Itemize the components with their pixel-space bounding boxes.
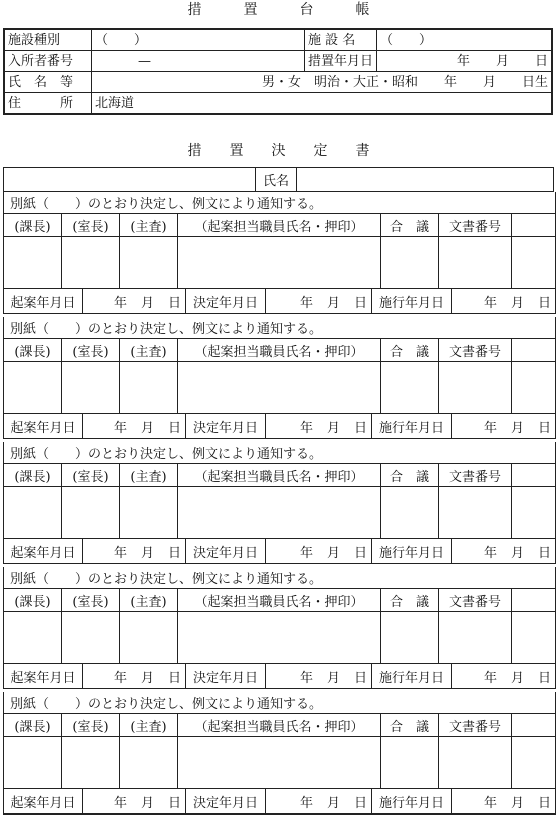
draft-date-value: [83, 289, 186, 313]
date-unit: 年: [113, 420, 127, 436]
dates-row: [4, 289, 555, 314]
blank-header: [512, 589, 555, 612]
draft-date-label: 起案年月日: [4, 289, 83, 313]
draft-date-value: [83, 664, 186, 688]
notice-line: [4, 692, 555, 714]
facility-type-label: 施設種別: [4, 29, 92, 51]
kacho-header: (課長): [4, 214, 62, 237]
shusa-header: (主査): [120, 339, 178, 362]
enforce-date-label: 施行年月日: [372, 789, 452, 813]
enforce-date-value: [452, 539, 555, 563]
date-unit: 日: [353, 420, 367, 436]
dates-row: [4, 664, 555, 689]
date-unit: 日: [353, 795, 367, 811]
decide-date-value: [266, 539, 372, 563]
kacho-seal-box: [4, 362, 62, 414]
date-unit: 年: [483, 545, 497, 561]
date-unit: 日: [167, 670, 181, 686]
notice-line: [4, 317, 555, 339]
decide-date-label: 決定年月日: [186, 789, 266, 813]
drafter-header: （起案担当職員氏名・押印）: [178, 339, 381, 362]
doc-no-box: [439, 487, 512, 539]
decide-date-value: [266, 664, 372, 688]
blank-header: [512, 339, 555, 362]
enforce-date-label: 施行年月日: [372, 414, 452, 438]
date-unit: 日: [167, 545, 181, 561]
draft-date-label: 起案年月日: [4, 414, 83, 438]
drafter-seal-box: [178, 237, 381, 289]
decision-section: [3, 442, 556, 564]
shitsucho-header: (室長): [62, 464, 120, 487]
draft-date-value: [83, 789, 186, 813]
doc-no-header: 文書番号: [439, 714, 512, 737]
register-title: 措 置 台 帳: [187, 2, 370, 18]
drafter-header: （起案担当職員氏名・押印）: [178, 589, 381, 612]
shitsucho-header: (室長): [62, 214, 120, 237]
date-unit: 年: [483, 420, 497, 436]
enforce-date-label: 施行年月日: [372, 289, 452, 313]
enforce-date-label: 施行年月日: [372, 664, 452, 688]
kacho-seal-box: [4, 487, 62, 539]
date-unit: 月: [326, 420, 340, 436]
shitsucho-header: (室長): [62, 714, 120, 737]
kacho-header: (課長): [4, 714, 62, 737]
measure-date-value: 年 月 日: [377, 51, 552, 72]
kacho-seal-box: [4, 612, 62, 664]
draft-date-value: [83, 414, 186, 438]
drafter-seal-box: [178, 362, 381, 414]
date-unit: 月: [140, 670, 154, 686]
notice-line: [4, 192, 555, 214]
shitsucho-header: (室長): [62, 339, 120, 362]
shusa-header: (主査): [120, 589, 178, 612]
shusa-header: (主査): [120, 714, 178, 737]
drafter-header: （起案担当職員氏名・押印）: [178, 714, 381, 737]
kacho-seal-box: [4, 237, 62, 289]
doc-no-box: [439, 612, 512, 664]
council-header: 合 議: [381, 589, 439, 612]
decide-date-value: [266, 289, 372, 313]
draft-date-value: [83, 539, 186, 563]
shitsucho-header: (室長): [62, 589, 120, 612]
shitsucho-seal-box: [62, 737, 120, 789]
admission-no-label: 入所者番号: [4, 51, 92, 72]
decide-date-label: 決定年月日: [186, 539, 266, 563]
kacho-header: (課長): [4, 339, 62, 362]
date-unit: 月: [510, 795, 524, 811]
council-box: [381, 487, 439, 539]
approval-grid: [4, 464, 555, 539]
decision-name-label: 氏名: [255, 168, 297, 191]
council-header: 合 議: [381, 339, 439, 362]
approval-grid: [4, 214, 555, 289]
date-unit: 月: [510, 545, 524, 561]
doc-no-header: 文書番号: [439, 589, 512, 612]
council-header: 合 議: [381, 714, 439, 737]
doc-no-header: 文書番号: [439, 214, 512, 237]
decision-name-row: [3, 167, 554, 192]
doc-no-box: [439, 237, 512, 289]
date-unit: 日: [167, 420, 181, 436]
blank-header: [512, 464, 555, 487]
date-unit: 日: [167, 295, 181, 311]
address-label: 住 所: [4, 93, 92, 115]
notice-text: 別紙（ ）のとおり決定し、例文により通知する。: [10, 572, 323, 587]
enforce-date-value: [452, 289, 555, 313]
shitsucho-seal-box: [62, 612, 120, 664]
date-unit: 年: [113, 545, 127, 561]
facility-type-value: （ ）: [92, 29, 305, 51]
approval-grid: [4, 714, 555, 789]
drafter-seal-box: [178, 487, 381, 539]
council-box: [381, 612, 439, 664]
facility-name-label: 施 設 名: [305, 29, 377, 51]
decide-date-label: 決定年月日: [186, 414, 266, 438]
decision-section: [3, 192, 556, 314]
date-unit: 日: [537, 670, 551, 686]
blank-box: [512, 487, 555, 539]
decide-date-label: 決定年月日: [186, 664, 266, 688]
date-unit: 年: [113, 670, 127, 686]
dates-row: [4, 414, 555, 439]
shitsucho-seal-box: [62, 362, 120, 414]
enforce-date-value: [452, 789, 555, 813]
blank-box: [512, 362, 555, 414]
blank-box: [512, 612, 555, 664]
date-unit: 年: [299, 295, 313, 311]
council-box: [381, 237, 439, 289]
date-unit: 月: [326, 795, 340, 811]
shusa-seal-box: [120, 362, 178, 414]
dates-row: [4, 789, 555, 814]
council-header: 合 議: [381, 464, 439, 487]
date-unit: 日: [537, 420, 551, 436]
blank-box: [512, 737, 555, 789]
kacho-header: (課長): [4, 464, 62, 487]
date-unit: 年: [299, 795, 313, 811]
notice-text: 別紙（ ）のとおり決定し、例文により通知する。: [10, 197, 323, 212]
enforce-date-value: [452, 664, 555, 688]
decision-section: [3, 317, 556, 439]
draft-date-label: 起案年月日: [4, 789, 83, 813]
date-unit: 月: [140, 795, 154, 811]
date-unit: 年: [483, 795, 497, 811]
decision-title: 措 置 決 定 書: [187, 143, 370, 159]
date-unit: 日: [353, 545, 367, 561]
notice-line: [4, 442, 555, 464]
date-unit: 月: [510, 295, 524, 311]
approval-grid: [4, 589, 555, 664]
decision-section: [3, 692, 556, 815]
date-unit: 年: [299, 670, 313, 686]
kacho-header: (課長): [4, 589, 62, 612]
notice-text: 別紙（ ）のとおり決定し、例文により通知する。: [10, 697, 323, 712]
enforce-date-value: [452, 414, 555, 438]
shusa-seal-box: [120, 237, 178, 289]
shusa-header: (主査): [120, 464, 178, 487]
date-unit: 年: [483, 295, 497, 311]
date-unit: 月: [326, 670, 340, 686]
address-value: 北海道: [92, 93, 553, 115]
admission-no-value: —: [92, 51, 305, 72]
facility-name-value: （ ）: [377, 29, 552, 51]
date-unit: 月: [510, 420, 524, 436]
blank-box: [512, 237, 555, 289]
notice-text: 別紙（ ）のとおり決定し、例文により通知する。: [10, 447, 323, 462]
blank-header: [512, 714, 555, 737]
date-unit: 年: [483, 670, 497, 686]
council-box: [381, 737, 439, 789]
doc-no-header: 文書番号: [439, 464, 512, 487]
date-unit: 月: [510, 670, 524, 686]
kacho-seal-box: [4, 737, 62, 789]
council-box: [381, 362, 439, 414]
date-unit: 年: [113, 795, 127, 811]
date-unit: 月: [326, 545, 340, 561]
dates-row: [4, 539, 555, 564]
drafter-seal-box: [178, 737, 381, 789]
date-unit: 年: [113, 295, 127, 311]
approval-grid: [4, 339, 555, 414]
date-unit: 日: [353, 295, 367, 311]
shusa-seal-box: [120, 737, 178, 789]
draft-date-label: 起案年月日: [4, 664, 83, 688]
decide-date-label: 決定年月日: [186, 289, 266, 313]
council-header: 合 議: [381, 214, 439, 237]
blank-header: [512, 214, 555, 237]
shusa-seal-box: [120, 612, 178, 664]
date-unit: 月: [140, 420, 154, 436]
register-table: [3, 28, 553, 115]
doc-no-box: [439, 362, 512, 414]
notice-line: [4, 567, 555, 589]
drafter-header: （起案担当職員氏名・押印）: [178, 464, 381, 487]
name-value: 男・女 明治・大正・昭和 年 月 日生: [92, 72, 553, 93]
shusa-header: (主査): [120, 214, 178, 237]
decide-date-value: [266, 414, 372, 438]
decide-date-value: [266, 789, 372, 813]
doc-no-header: 文書番号: [439, 339, 512, 362]
enforce-date-label: 施行年月日: [372, 539, 452, 563]
date-unit: 日: [537, 295, 551, 311]
drafter-header: （起案担当職員氏名・押印）: [178, 214, 381, 237]
date-unit: 月: [326, 295, 340, 311]
date-unit: 年: [299, 420, 313, 436]
date-unit: 月: [140, 545, 154, 561]
shusa-seal-box: [120, 487, 178, 539]
draft-date-label: 起案年月日: [4, 539, 83, 563]
notice-text: 別紙（ ）のとおり決定し、例文により通知する。: [10, 322, 323, 337]
date-unit: 日: [537, 545, 551, 561]
name-label: 氏 名 等: [4, 72, 92, 93]
date-unit: 日: [353, 670, 367, 686]
date-unit: 年: [299, 545, 313, 561]
shitsucho-seal-box: [62, 487, 120, 539]
date-unit: 日: [537, 795, 551, 811]
date-unit: 日: [167, 795, 181, 811]
drafter-seal-box: [178, 612, 381, 664]
shitsucho-seal-box: [62, 237, 120, 289]
date-unit: 月: [140, 295, 154, 311]
decision-section: [3, 567, 556, 689]
measure-date-label: 措置年月日: [305, 51, 377, 72]
doc-no-box: [439, 737, 512, 789]
